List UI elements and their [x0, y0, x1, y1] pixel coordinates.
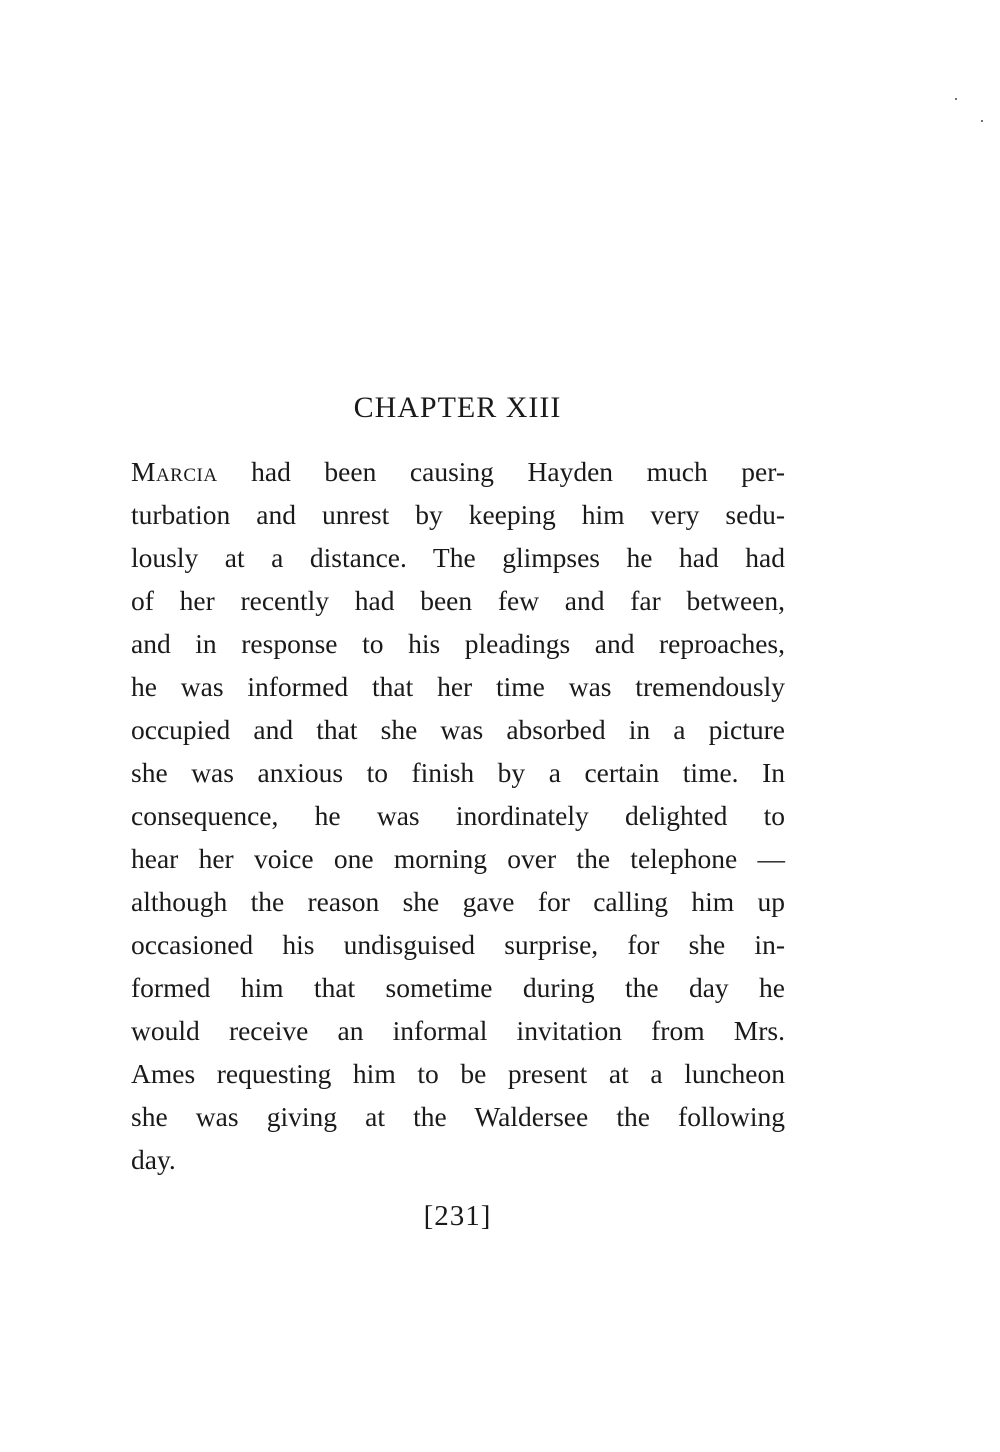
scan-speck	[955, 98, 957, 100]
paragraph-line: turbation and unrest by keeping him very sedu-	[131, 499, 785, 530]
paragraph-line: day.	[131, 1144, 176, 1175]
lead-word: Marcia	[131, 456, 218, 487]
paragraph-line: formed him that sometime during the day he	[131, 972, 785, 1003]
paragraph-line: occupied and that she was absorbed in a picture	[131, 714, 785, 745]
paragraph-line: and in response to his pleadings and reproaches,	[131, 628, 785, 659]
paragraph-line: she was giving at the Waldersee the following	[131, 1101, 785, 1132]
paragraph-line: of her recently had been few and far between,	[131, 585, 785, 616]
paragraph-line: although the reason she gave for calling him up	[131, 886, 785, 917]
paragraph-line-text: had been causing Hayden much per-	[217, 456, 785, 487]
paragraph-line: he was informed that her time was tremendously	[131, 671, 785, 702]
paragraph-line: Ames requesting him to be present at a luncheon	[131, 1058, 785, 1089]
chapter-paragraph	[131, 450, 785, 1181]
paragraph-line	[131, 450, 785, 493]
paragraph-line: she was anxious to finish by a certain time. In	[131, 757, 785, 788]
paragraph-line: consequence, he was inordinately delighted to	[131, 800, 785, 831]
scan-speck	[981, 120, 983, 122]
paragraph-line: occasioned his undisguised surprise, for she in-	[131, 929, 785, 960]
paragraph-line: would receive an informal invitation from Mrs.	[131, 1015, 785, 1046]
chapter-title: CHAPTER XIII	[353, 391, 562, 424]
page-number: [231]	[423, 1200, 492, 1232]
paragraph-line: hear her voice one morning over the telephone —	[131, 843, 785, 874]
paragraph-line: lously at a distance. The glimpses he had had	[131, 542, 785, 573]
